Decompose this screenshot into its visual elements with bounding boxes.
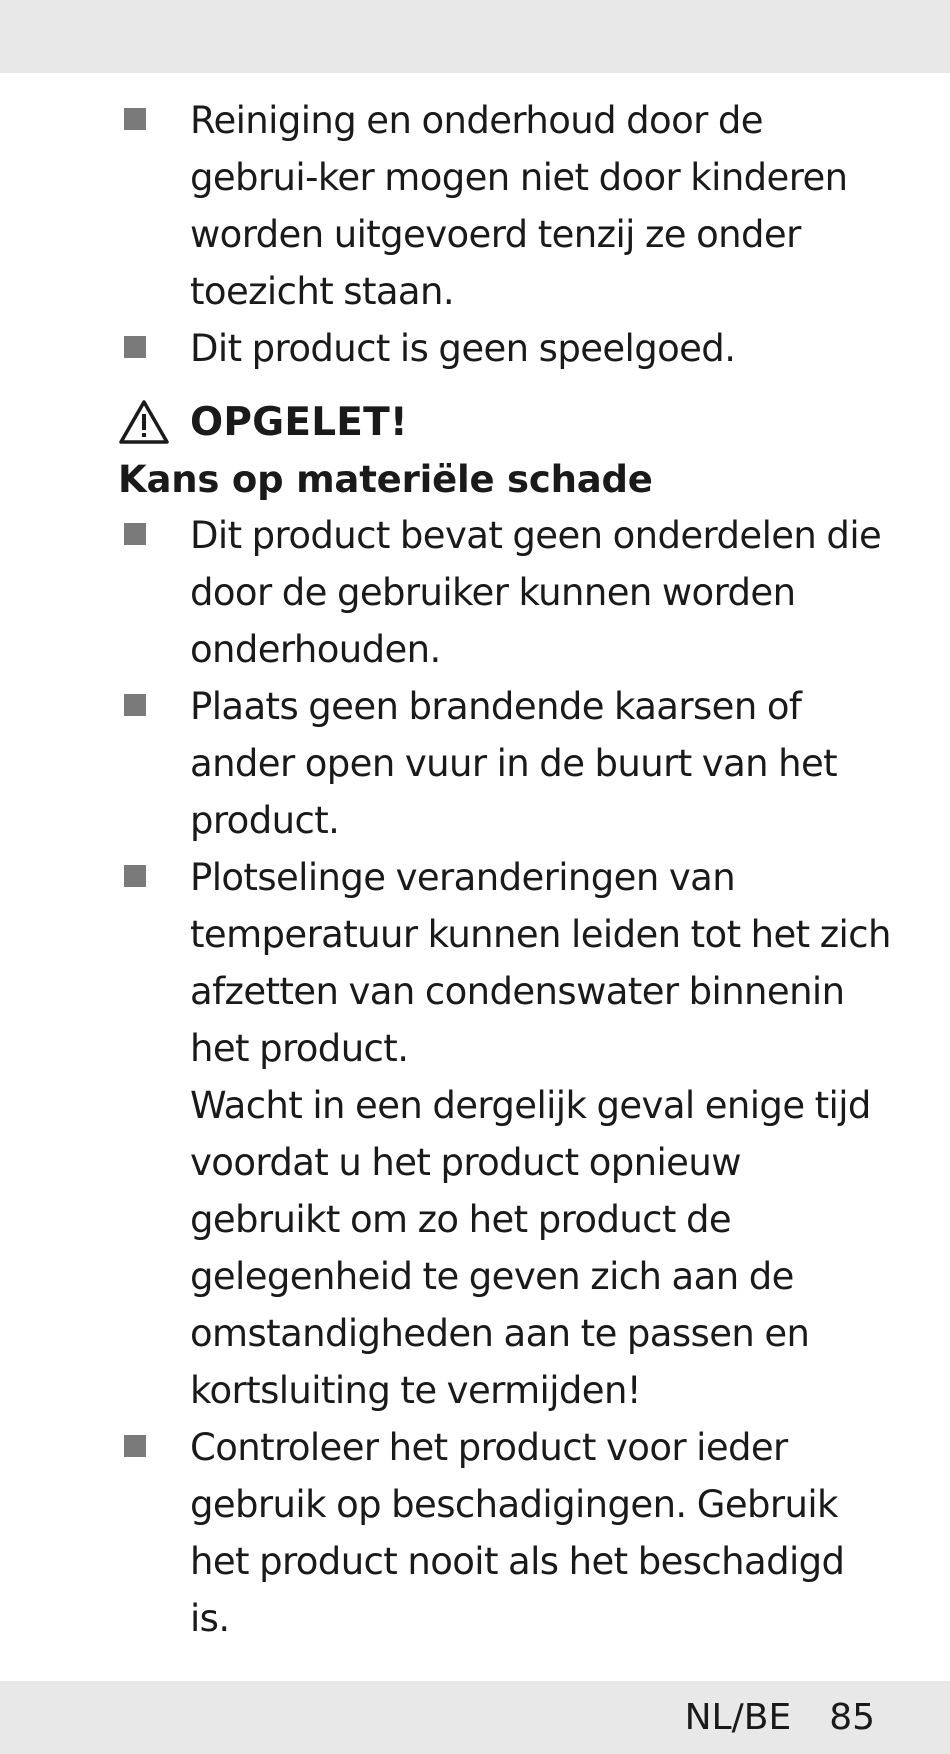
list-item xyxy=(118,678,893,849)
list-item xyxy=(118,1419,893,1647)
damage-list xyxy=(118,507,893,1647)
list-item xyxy=(118,92,893,320)
list-item-text: Reiniging en onderhoud door de gebrui-ker mogen niet door kinderen worden uitgevoerd tenzij ze onder toezicht staan. xyxy=(190,99,848,313)
warning-heading xyxy=(118,387,893,457)
warning-subtitle: Kans op materiële schade xyxy=(118,458,653,501)
warning-triangle-icon xyxy=(118,399,170,445)
square-bullet-icon xyxy=(124,865,146,887)
warning-title-text: OPGELET! xyxy=(190,399,408,445)
header-band xyxy=(0,0,950,73)
list-item-text: Plaats geen brandende kaarsen of ander open vuur in de buurt van het product. xyxy=(190,685,838,842)
page-content xyxy=(118,92,893,1647)
square-bullet-icon xyxy=(124,523,146,545)
language-code: NL/BE xyxy=(684,1697,792,1738)
list-item-text: Plotselinge veranderingen van temperatuur kunnen leiden tot het zich afzetten van condenswater binnenin het product. xyxy=(190,856,891,1070)
square-bullet-icon xyxy=(124,336,146,358)
list-item xyxy=(118,849,893,1419)
list-item xyxy=(118,507,893,678)
page-number: 85 xyxy=(829,1697,875,1738)
square-bullet-icon xyxy=(124,694,146,716)
list-item-text: Controleer het product voor ieder gebruik op beschadigingen. Gebruik het product nooit als het beschadigd is. xyxy=(190,1426,845,1640)
list-item xyxy=(118,320,893,377)
list-item-text: Dit product bevat geen onderdelen die door de gebruiker kunnen worden onderhouden. xyxy=(190,514,882,671)
list-item-text-continued: Wacht in een dergelijk geval enige tijd voordat u het product opnieuw gebruikt om zo het product de gelegenheid te geven zich aan de omstandigheden aan te passen en kortsluiting te vermijden! xyxy=(190,1084,871,1412)
safety-list xyxy=(118,92,893,377)
page-footer xyxy=(685,1681,875,1754)
square-bullet-icon xyxy=(124,1435,146,1457)
list-item-text: Dit product is geen speelgoed. xyxy=(190,327,736,370)
square-bullet-icon xyxy=(124,108,146,130)
